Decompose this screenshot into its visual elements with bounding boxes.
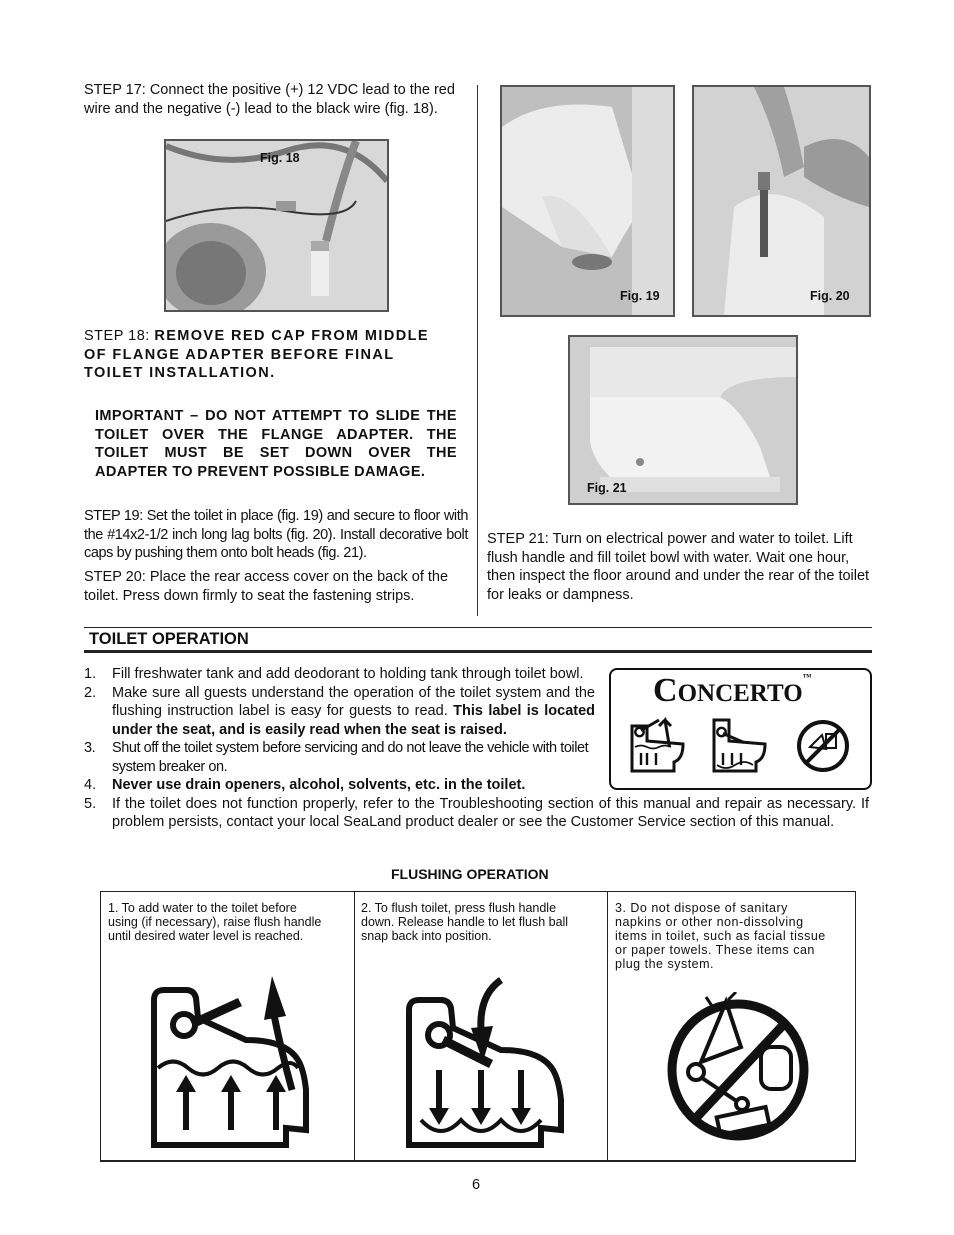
list-text: Never use drain openers, alcohol, solvents, etc. in the toilet. bbox=[112, 777, 526, 793]
toilet-placement-illustration bbox=[502, 87, 673, 315]
table-divider bbox=[607, 892, 608, 1162]
fig-18-photo bbox=[164, 139, 389, 312]
list-item bbox=[84, 739, 595, 776]
page-number: 6 bbox=[472, 1177, 481, 1193]
flush-step-2-text: 2. To flush toilet, press flush handle down. Release handle to let flush ball snap back into position. bbox=[361, 901, 569, 943]
logo-trademark: ™ bbox=[802, 672, 812, 682]
step-17-text: STEP 17: Connect the positive (+) 12 VDC lead to the red wire and the negative (-) lead to the black wire (fig. 18). bbox=[84, 82, 455, 117]
concerto-label bbox=[609, 668, 872, 790]
no-disposal-icon bbox=[666, 992, 816, 1152]
press-handle-icon bbox=[401, 970, 571, 1150]
raise-handle-icon bbox=[146, 970, 316, 1150]
list-item bbox=[84, 665, 595, 684]
step-18-bold: REMOVE RED CAP FROM MIDDLE OF FLANGE ADAPTER BEFORE FINAL TOILET INSTALLATION. bbox=[84, 328, 429, 381]
step-20-text: STEP 20: Place the rear access cover on the back of the toilet. Press down firmly to seat the fastening strips. bbox=[84, 569, 449, 604]
fig-20-photo bbox=[692, 85, 871, 317]
bolt-installation-illustration bbox=[694, 87, 869, 315]
list-number: 5. bbox=[84, 795, 97, 812]
list-number: 1. bbox=[84, 666, 97, 682]
fig-21-label: Fig. 21 bbox=[587, 481, 627, 495]
fig-18-label: Fig. 18 bbox=[260, 151, 300, 165]
fig-19-label: Fig. 19 bbox=[620, 289, 660, 303]
table-divider bbox=[354, 892, 355, 1162]
flushing-table bbox=[100, 891, 856, 1162]
step-19-text: STEP 19: Set the toilet in place (fig. 19) and secure to floor with the #14x2-1/2 inch long lag bolts (fig. 20). Install decorative bolt caps by pushing them onto bolt heads (fig. 21). bbox=[84, 508, 468, 561]
step-18-prefix: STEP 18: bbox=[84, 328, 155, 344]
column-divider bbox=[477, 85, 478, 616]
step-18-text bbox=[84, 327, 457, 383]
fig-20-label: Fig. 20 bbox=[810, 289, 850, 303]
press-handle-icon bbox=[714, 720, 765, 771]
raise-handle-icon bbox=[632, 720, 683, 771]
no-disposal-icon bbox=[799, 722, 847, 770]
logo-text: ONCERTO bbox=[677, 680, 803, 707]
concerto-icons bbox=[611, 714, 870, 784]
flush-step-1-text: 1. To add water to the toilet before using (if necessary), raise flush handle until desired water level is reached. bbox=[108, 901, 322, 943]
fig-19-photo bbox=[500, 85, 675, 317]
bolt-cap-illustration bbox=[570, 337, 796, 503]
section-title: TOILET OPERATION bbox=[89, 630, 249, 648]
important-warning: IMPORTANT – DO NOT ATTEMPT TO SLIDE THE TOILET OVER THE FLANGE ADAPTER. THE TOILET MUST BE SET DOWN OVER THE ADAPTER TO PREVENT POSSIBLE DAMAGE. bbox=[95, 408, 457, 480]
list-text: Fill freshwater tank and add deodorant to holding tank through toilet bowl. bbox=[112, 666, 584, 682]
step-21-text: STEP 21: Turn on electrical power and water to toilet. Lift flush handle and fill toilet bowl with water. Wait one hour, then inspect the floor around and under the rear of the toilet for leaks or dampness. bbox=[487, 531, 870, 603]
list-item bbox=[84, 684, 595, 740]
list-text: If the toilet does not function properly, refer to the Troubleshooting section of this manual and repair as necessary. If problem persists, contact your local SeaLand product dealer or see the Customer Service section of this manual. bbox=[112, 795, 869, 830]
list-number: 4. bbox=[84, 777, 97, 793]
list-text-bold: This label is located under the seat, and is easily read when the seat is raised. bbox=[112, 703, 596, 738]
flush-step-3-text: 3. Do not dispose of sanitary napkins or other non-dissolving items in toilet, such as facial tissue or paper towels. These items can plug the system. bbox=[615, 901, 826, 971]
list-text: Shut off the toilet system before servicing and do not leave the vehicle with toilet system breaker on. bbox=[112, 740, 589, 775]
list-item bbox=[84, 795, 869, 832]
wiring-illustration bbox=[166, 141, 387, 310]
list-number: 3. bbox=[84, 740, 96, 756]
section-bottom-rule bbox=[84, 650, 872, 653]
fig-21-photo bbox=[568, 335, 798, 505]
section-top-rule bbox=[84, 627, 872, 628]
list-text: Make sure all guests understand the operation of the toilet system and the flushing instruction label is easy for guests to read. bbox=[112, 684, 595, 719]
list-number: 2. bbox=[84, 684, 97, 701]
flushing-title: FLUSHING OPERATION bbox=[391, 866, 549, 882]
logo-initial: C bbox=[653, 672, 678, 709]
concerto-logo bbox=[653, 672, 812, 710]
